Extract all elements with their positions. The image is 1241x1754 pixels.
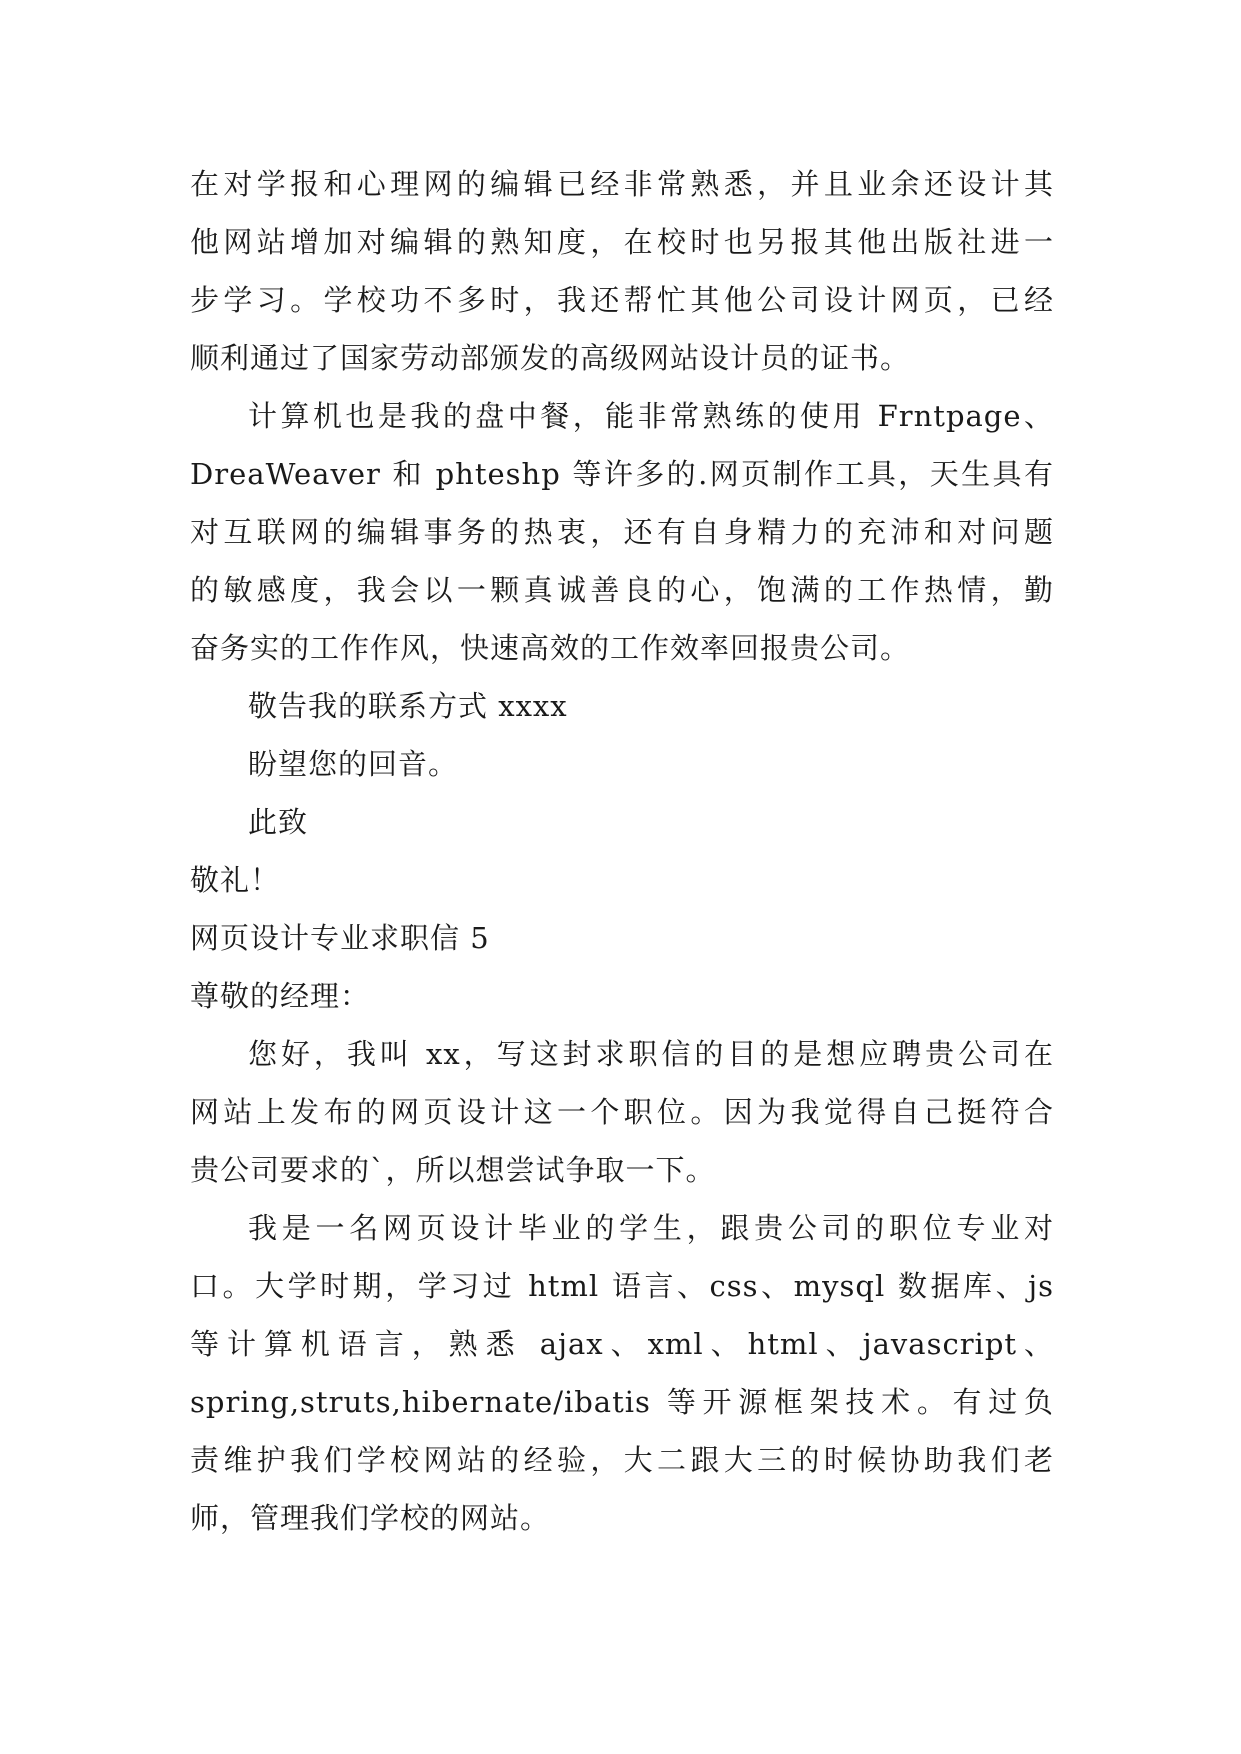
text-line: spring,struts,hibernate/ibatis 等开源框架技术。有过负 [190, 1385, 1054, 1419]
text-line: 奋务实的工作作风，快速高效的工作效率回报贵公司。 [190, 631, 911, 665]
recipient-greeting [190, 967, 1054, 1025]
text-line: 计算机也是我的盘中餐，能非常熟练的使用 Frntpage、 [248, 399, 1054, 433]
text-line: 网站上发布的网页设计这一个职位。因为我觉得自己挺符合 [190, 1095, 1054, 1129]
text-line: 师，管理我们学校的网站。 [190, 1501, 551, 1535]
text-line: 此致 [248, 805, 309, 839]
text-line: 贵公司要求的`，所以想尝试争取一下。 [190, 1153, 716, 1187]
text-line: 敬礼！ [190, 863, 281, 897]
text-line: DreaWeaver 和 phteshp 等许多的.网页制作工具，天生具有 [190, 457, 1054, 491]
text-line: 顺利通过了国家劳动部颁发的高级网站设计员的证书。 [190, 341, 911, 375]
contact-line [190, 677, 1054, 735]
text-line: 敬告我的联系方式 xxxx [248, 689, 568, 723]
text-line: 对互联网的编辑事务的热衷，还有自身精力的充沛和对问题 [190, 515, 1054, 549]
text-line: 步学习。学校功不多时，我还帮忙其他公司设计网页，已经 [190, 283, 1054, 317]
paragraph-introduction [190, 1025, 1054, 1199]
text-line: 口。大学时期，学习过 html 语言、css、mysql 数据库、js [190, 1269, 1054, 1303]
letter-heading [190, 909, 1054, 967]
text-line: 网页设计专业求职信 5 [190, 921, 490, 955]
paragraph-education [190, 1199, 1054, 1547]
text-line: 在对学报和心理网的编辑已经非常熟悉，并且业余还设计其 [190, 167, 1054, 201]
regards-line [190, 851, 1054, 909]
text-line: 责维护我们学校网站的经验，大二跟大三的时候协助我们老 [190, 1443, 1054, 1477]
text-line: 我是一名网页设计毕业的学生，跟贵公司的职位专业对 [248, 1211, 1054, 1245]
paragraph-editing-experience [190, 155, 1054, 387]
text-line: 您好，我叫 xx，写这封求职信的目的是想应聘贵公司在 [248, 1037, 1054, 1071]
text-line: 的敏感度，我会以一颗真诚善良的心，饱满的工作热情，勤 [190, 573, 1054, 607]
text-line: 等计算机语言，熟悉 ajax、xml、html、javascript、 [190, 1327, 1054, 1361]
letter-body [190, 155, 1054, 1547]
text-line: 尊敬的经理： [190, 979, 371, 1013]
text-line: 盼望您的回音。 [248, 747, 459, 781]
hope-reply-line [190, 735, 1054, 793]
paragraph-computer-skills [190, 387, 1054, 677]
text-line: 他网站增加对编辑的熟知度，在校时也另报其他出版社进一 [190, 225, 1054, 259]
closing-salutation [190, 793, 1054, 851]
